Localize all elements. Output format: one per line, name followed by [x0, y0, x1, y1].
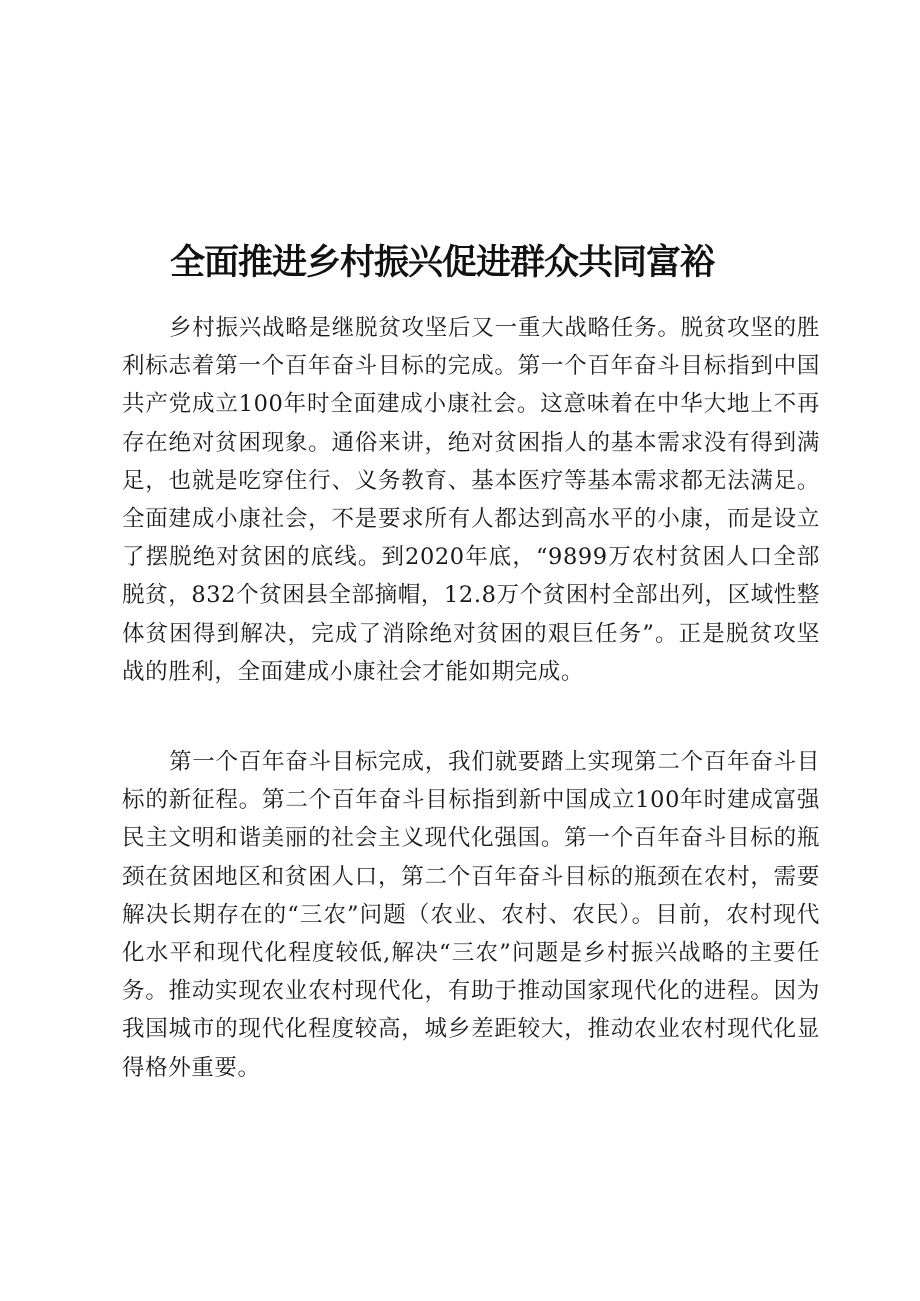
paragraph-2: 第一个百年奋斗目标完成，我们就要踏上实现第二个百年奋斗目标的新征程。第二个百年奋斗目标指到新中国成立100年时建成富强民主文明和谐美丽的社会主义现代化强国。第一个百年奋斗目标的瓶颈在贫困地区和贫困人口，第二个百年奋斗目标的瓶颈在农村，需要解决长期存在的“三农”问题（农业、农村、农民）。目前，农村现代化水平和现代化程度较低,解决“三农”问题是乡村振兴战略的主要任务。推动实现农业农村现代化，有助于推动国家现代化的进程。因为我国城市的现代化程度较高，城乡差距较大，推动农业农村现代化显得格外重要。 [122, 749, 820, 1081]
paragraph-1: 乡村振兴战略是继脱贫攻坚后又一重大战略任务。脱贫攻坚的胜利标志着第一个百年奋斗目标的完成。第一个百年奋斗目标指到中国共产党成立100年时全面建成小康社会。这意味着在中华大地上不再存在绝对贫困现象。通俗来讲，绝对贫困指人的基本需求没有得到满足，也就是吃穿住行、义务教育、基本医疗等基本需求都无法满足。全面建成小康社会，不是要求所有人都达到高水平的小康，而是设立了摆脱绝对贫困的底线。到2020年底，“9899万农村贫困人口全部脱贫，832个贫困县全部摘帽，12.8万个贫困村全部出列，区域性整体贫困得到解决，完成了消除绝对贫困的艰巨任务”。正是脱贫攻坚战的胜利，全面建成小康社会才能如期完成。 [122, 315, 820, 685]
document-title: 全面推进乡村振兴促进群众共同富裕 [169, 243, 714, 284]
